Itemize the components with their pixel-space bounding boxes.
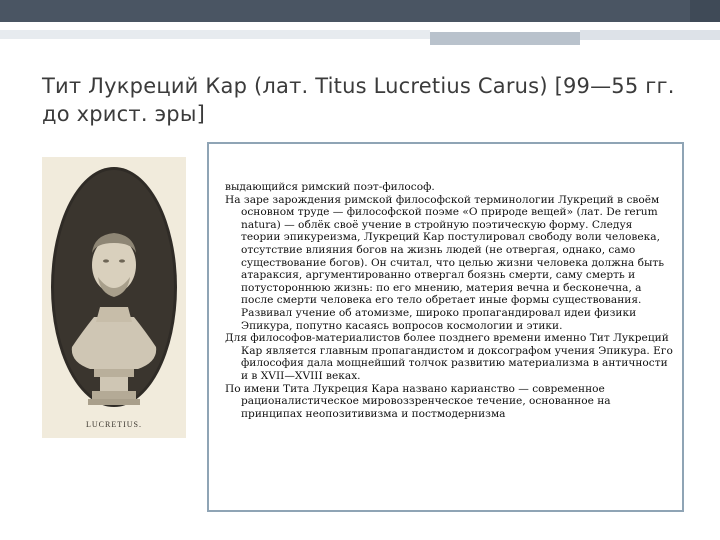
header-stripe-left [0, 30, 430, 39]
slide-title[interactable]: Тит Лукреций Кар (лат. Titus Lucretius Carus) [99—55 гг. до христ. эры] [42, 74, 675, 126]
portrait-caption: LUCRETIUS. [86, 420, 142, 429]
paragraph-4: По имени Тита Лукреция Кара названо карианство — современное рационалистическое мировоззренческое течение, основанное на принципах неопозитивизма и постмодернизма [225, 382, 611, 420]
portrait-image[interactable] [42, 157, 186, 438]
lucretius-bust-illustration [42, 157, 186, 438]
header-stripe-middle [430, 32, 580, 45]
header-stripe-right [580, 30, 720, 40]
content-frame [207, 142, 684, 512]
paragraph-2: На заре зарождения римской философской терминологии Лукреций в своём основном труде — философской поэме «О природе вещей» (лат. De rerum natura) — облёк своё учение в стройную поэтическую форму. Следуя теории эпикуреизма, Лукреций Кар постулировал свободу воли человека, отсутствие влияния богов на жизнь людей (не отвергая, однако, само существование богов). Он считал, что целью жизни человека должна быть атараксия, аргументированно отвергал боязнь смерти, саму смерть и потустороннюю жизнь: по его мнению, материя вечна и бесконечна, а после смерти человека его тело обретает иные формы существования. Развивал учение об атомизме, широко пропагандировал идеи физики Эпикура, попутно касаясь вопросов космологии и этики. [225, 193, 665, 332]
paragraph-1: выдающийся римский поэт-философ. [225, 181, 435, 193]
content-text[interactable] [225, 181, 675, 420]
header-bar-inner [0, 0, 690, 22]
paragraph-3: Для философов-материалистов более позднего времени именно Тит Лукреций Кар является главным пропагандистом и доксографом учения Эпикура. Его философия дала мощнейший толчок развитию материализма в античности и в XVII—XVIII веках. [225, 332, 673, 382]
header-bar [0, 0, 720, 22]
